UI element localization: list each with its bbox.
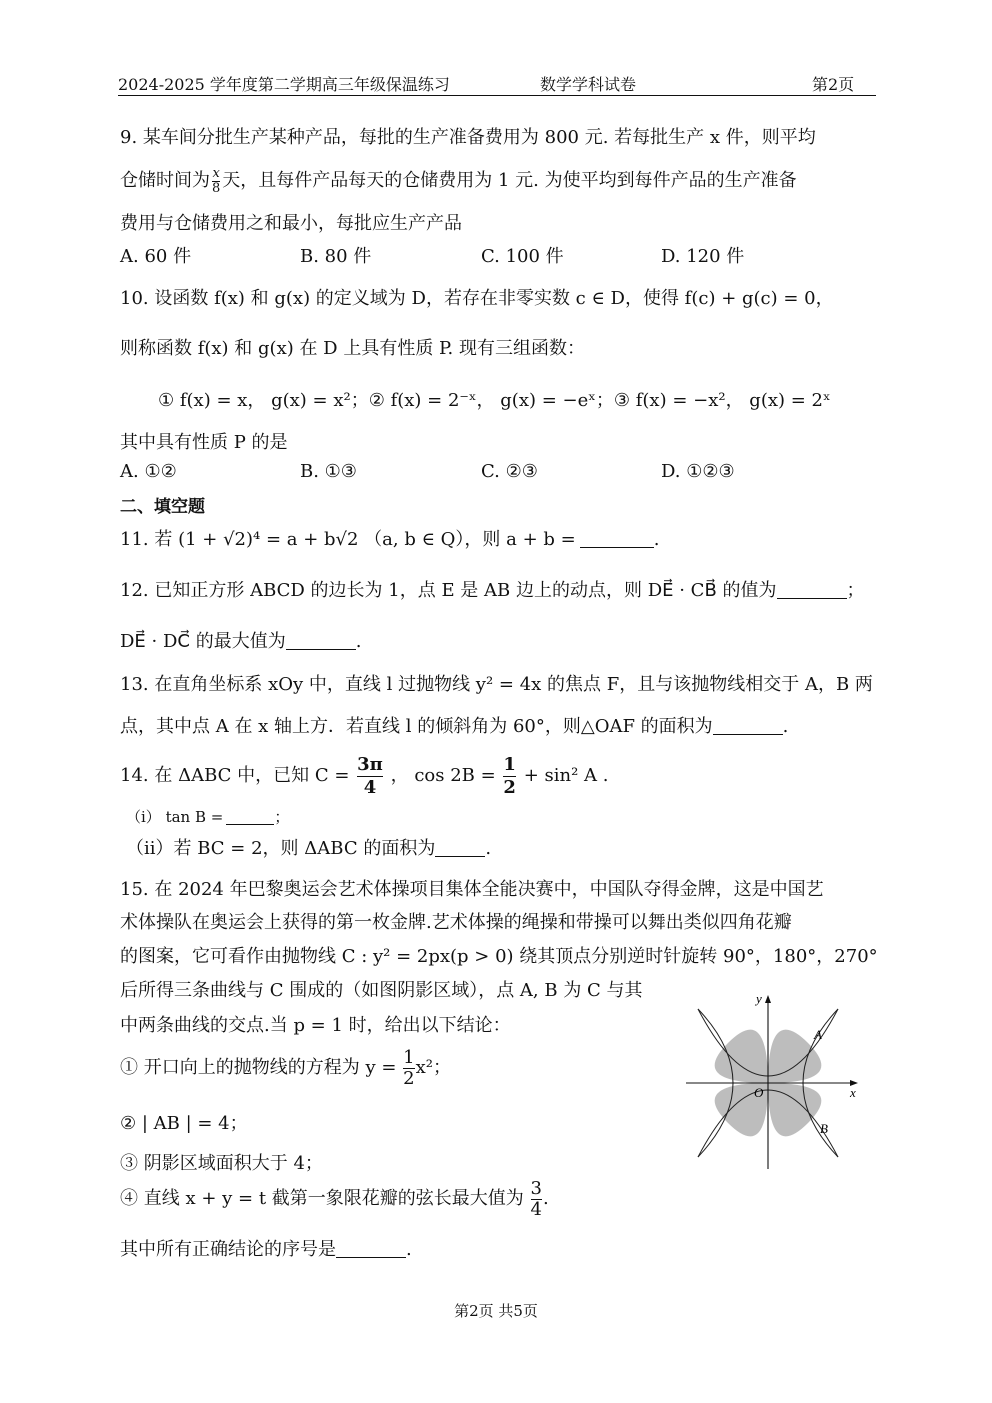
header-right: 第2页 — [812, 75, 855, 94]
origin-label: O — [754, 1085, 764, 1100]
q13-line1: 13. 在直角坐标系 xOy 中，直线 l 过抛物线 y² = 4x 的焦点 F，且与该抛物线相交于 A，B 两 — [120, 674, 873, 695]
q9-line2: 仓储时间为 $\frac{x}{8}$ 天，且每件产品每天的仓储费用为 1 元. 为使平均到每件产品的生产准备 — [120, 165, 797, 196]
header-rule — [118, 95, 876, 96]
q10-functions: ① f(x) = x， g(x) = x²；② f(x) = 2⁻ˣ， g(x) = −eˣ；③ f(x) = −x²， g(x) = 2ˣ — [158, 390, 831, 411]
q13-line2: 点，其中点 A 在 x 轴上方．若直线 l 的倾斜角为 60°，则△OAF 的面积为 . — [120, 716, 789, 737]
q14-c-fraction: $\frac{3\pi}{4}$ — [357, 753, 383, 798]
q9-line1: 9. 某车间分批生产某种产品，每批的生产准备费用为 800 元. 若每批生产 x 件，则平均 — [120, 127, 816, 148]
y-axis-label: y — [756, 993, 762, 1006]
answer-blank — [435, 838, 485, 857]
answer-blank — [580, 529, 654, 548]
q15-last-line: 其中所有正确结论的序号是 . — [120, 1239, 412, 1260]
answer-blank — [336, 1239, 406, 1258]
q15-line3: 的图案，它可看作由抛物线 C : y² = 2px(p > 0) 绕其顶点分别逆时针旋转 90°，180°，270° — [120, 946, 878, 967]
header-center: 数学学科试卷 — [540, 75, 637, 94]
q12-line1: 12. 已知正方形 ABCD 的边长为 1，点 E 是 AB 边上的动点，则 DE⃗ · CB⃗ 的值为 ； — [120, 580, 865, 601]
q9-option-c: C. 100 件 — [481, 246, 564, 267]
q15-line4: 后所得三条曲线与 C 围成的（如图阴影区域），点 A, B 为 C 与其 — [120, 980, 643, 1001]
point-b-label: B — [820, 1121, 828, 1136]
page-footer: 第2页 共5页 — [454, 1302, 538, 1320]
answer-blank — [713, 716, 783, 735]
section-title: 二、填空题 — [120, 497, 205, 517]
x-axis-label: x — [850, 1085, 856, 1100]
q14-line1: 14. 在 ΔABC 中，已知 C = $\frac{3\pi}{4}$ ， cos 2B = $\frac{1}{2}$ + sin² A . — [120, 753, 609, 798]
y-axis-arrow — [765, 995, 771, 1003]
q9-option-b: B. 80 件 — [300, 246, 372, 267]
answer-blank — [777, 580, 847, 599]
q15-c1-fraction: $\frac{1}{2}$ — [403, 1046, 415, 1089]
q15-line2: 术体操队在奥运会上获得的第一枚金牌.艺术体操的绳操和带操可以舞出类似四角花瓣 — [120, 912, 792, 933]
q15-line1: 15. 在 2024 年巴黎奥运会艺术体操项目集体全能决赛中，中国队夺得金牌，这是中国艺 — [120, 879, 824, 900]
answer-blank — [226, 809, 274, 825]
q9-line3: 费用与仓储费用之和最小，每批应生产产品 — [120, 213, 462, 234]
q11: 11. 若 (1 + √2)⁴ = a + b√2 （a, b ∈ Q），则 a + b = . — [120, 529, 660, 550]
answer-blank — [286, 631, 356, 650]
q14-part-i: （ⅰ） tan B = ； — [126, 808, 290, 826]
q10-option-c: C. ②③ — [481, 461, 538, 482]
q12-line2: DE⃗ · DC⃗ 的最大值为 . — [120, 631, 362, 652]
q15-conclusion-1: ① 开口向上的抛物线的方程为 y = $\frac{1}{2}$ x²； — [120, 1046, 451, 1089]
q10-option-a: A. ①② — [120, 461, 177, 482]
point-a-label: A — [814, 1027, 822, 1042]
header-left: 2024-2025 学年度第二学期高三年级保温练习 — [118, 75, 450, 94]
q9-option-d: D. 120 件 — [661, 246, 745, 267]
q15-conclusion-3: ③ 阴影区域面积大于 4； — [120, 1153, 323, 1174]
q15-conclusion-2: ② | AB | = 4； — [120, 1113, 248, 1134]
q10-option-d: D. ①②③ — [661, 461, 735, 482]
q10-line4: 其中具有性质 P 的是 — [120, 432, 288, 453]
q15-conclusion-4: ④ 直线 x + y = t 截第一象限花瓣的弦长最大值为 $\frac{3}{4}$ . — [120, 1177, 549, 1220]
q10-line1: 10. 设函数 f(x) 和 g(x) 的定义域为 D，若存在非零实数 c ∈ D，使得 f(c) + g(c) = 0， — [120, 288, 834, 309]
q9-option-a: A. 60 件 — [120, 246, 192, 267]
q14-half-fraction: $\frac{1}{2}$ — [503, 753, 516, 798]
q15-c4-fraction: $\frac{3}{4}$ — [530, 1177, 542, 1220]
q9-fraction: $\frac{x}{8}$ — [212, 165, 221, 196]
q15-line5: 中两条曲线的交点.当 p = 1 时，给出以下结论： — [120, 1015, 511, 1036]
q10-option-b: B. ①③ — [300, 461, 357, 482]
petal-figure — [684, 993, 864, 1173]
q14-part-ii: （ⅱ）若 BC = 2，则 ΔABC 的面积为 . — [126, 838, 492, 859]
q10-line2: 则称函数 f(x) 和 g(x) 在 D 上具有性质 P. 现有三组函数： — [120, 338, 585, 359]
